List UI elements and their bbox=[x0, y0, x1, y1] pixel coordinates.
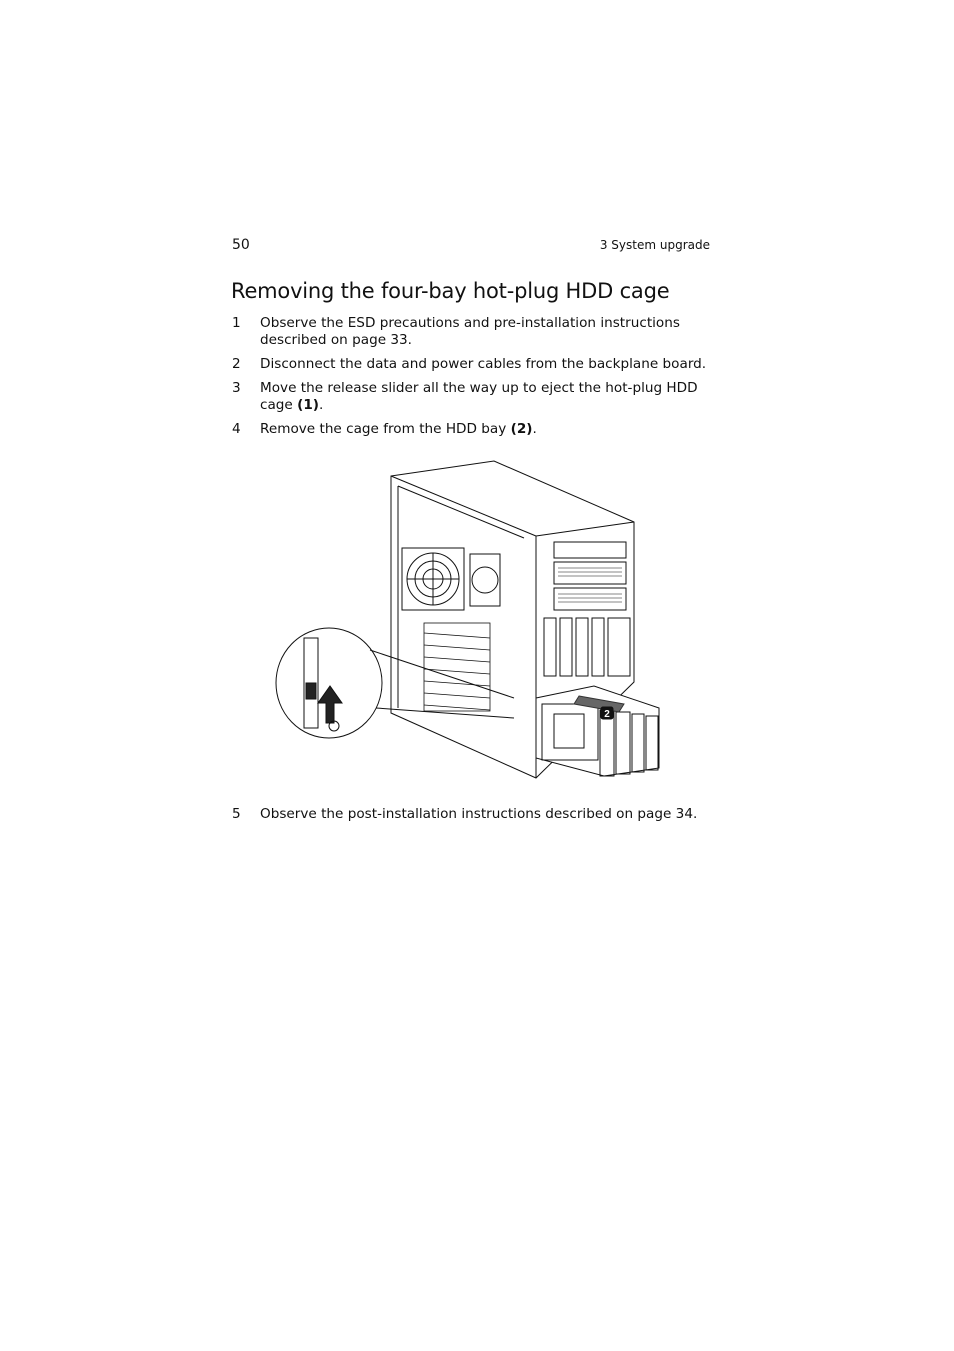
callout-ref: (1) bbox=[297, 397, 320, 413]
step-item bbox=[232, 380, 722, 414]
page-number: 50 bbox=[232, 237, 250, 253]
step-item bbox=[232, 315, 722, 349]
step-text: Disconnect the data and power cables from the backplane board. bbox=[260, 356, 707, 372]
step-text: Observe the post-installation instructions described on page 34. bbox=[260, 806, 698, 822]
chapter-title: 3 System upgrade bbox=[599, 238, 710, 252]
step-text: Move the release slider all the way up to eject the hot-plug HDD cage (1). bbox=[260, 380, 698, 413]
step-number: 1 bbox=[232, 315, 241, 331]
server-hdd-cage-illustration bbox=[274, 458, 664, 784]
section-title: Removing the four-bay hot-plug HDD cage bbox=[231, 279, 670, 303]
hdd-cage bbox=[536, 686, 659, 776]
step-item bbox=[232, 421, 722, 438]
callout-label-2: 2 bbox=[604, 709, 610, 720]
steps-list bbox=[232, 315, 722, 445]
callout-ref: (2) bbox=[510, 421, 533, 437]
step-item bbox=[232, 356, 722, 373]
step-item bbox=[232, 806, 722, 823]
callout-marker-2 bbox=[601, 707, 613, 720]
step-number: 5 bbox=[232, 806, 241, 822]
step-number: 2 bbox=[232, 356, 241, 372]
step-number: 4 bbox=[232, 421, 241, 437]
step-text: Observe the ESD precautions and pre-installation instructions described on page 33. bbox=[260, 315, 680, 348]
step-number: 3 bbox=[232, 380, 241, 396]
step-text: Remove the cage from the HDD bay (2). bbox=[260, 421, 537, 437]
